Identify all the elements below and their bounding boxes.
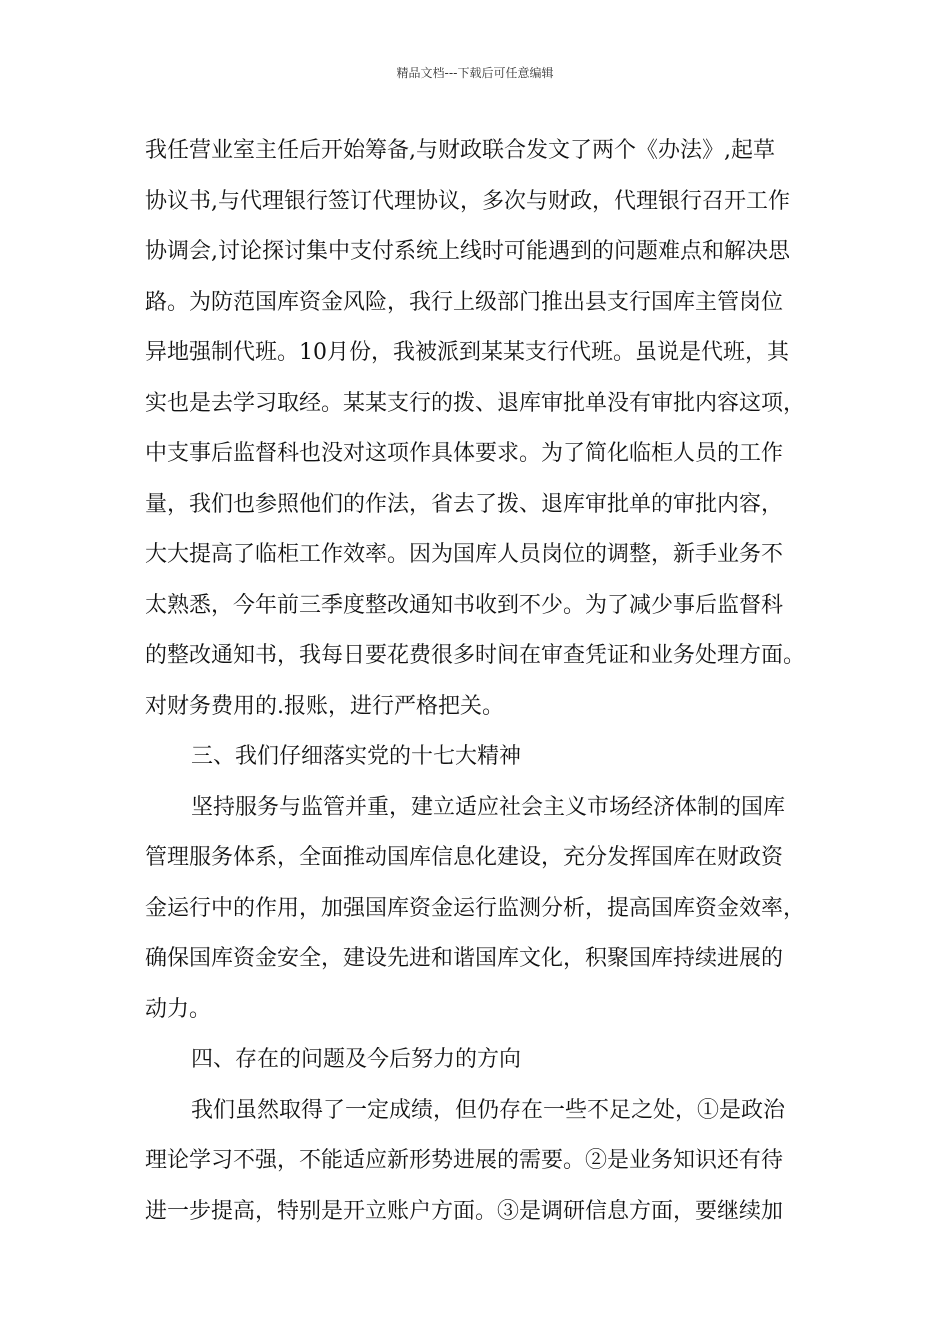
text-line: 路。为防范国库资金风险，我行上级部门推出县支行国库主管岗位 xyxy=(145,289,784,315)
section-heading: 四、存在的问题及今后努力的方向 xyxy=(191,1047,522,1072)
page-header: 精品文档---下载后可任意编辑 xyxy=(396,66,554,80)
text-line: 动力。 xyxy=(145,996,212,1022)
text-line: 实也是去学习取经。某某支行的拨、退库审批单没有审批内容这项， xyxy=(145,390,806,416)
text-line: 理论学习不强，不能适应新形势进展的需要。②是业务知识还有待 xyxy=(145,1148,784,1173)
section-heading: 三、我们仔细落实党的十七大精神 xyxy=(191,744,522,769)
text-line: 确保国库资金安全，建设先进和谐国库文化，积聚国库持续进展的 xyxy=(145,946,784,971)
text-line: 协调会,讨论探讨集中支付系统上线时可能遇到的问题难点和解决思 xyxy=(145,239,790,264)
text-line: 大大提高了临柜工作效率。因为国库人员岗位的调整，新手业务不 xyxy=(145,542,784,567)
text-line: 我任营业室主任后开始筹备,与财政联合发文了两个《办法》,起草 xyxy=(145,138,775,163)
text-line: 金运行中的作用，加强国库资金运行监测分析，提高国库资金效率， xyxy=(145,895,806,921)
text-line: 量，我们也参照他们的作法，省去了拨、退库审批单的审批内容， xyxy=(145,491,784,517)
text-line: 中支事后监督科也没对这项作具体要求。为了简化临柜人员的工作 xyxy=(145,441,784,466)
text-line: 对财务费用的.报账，进行严格把关。 xyxy=(145,693,504,719)
text-line: 进一步提高，特别是开立账户方面。③是调研信息方面，要继续加 xyxy=(145,1198,784,1224)
text-line: 的整改通知书，我每日要花费很多时间在审查凭证和业务处理方面。 xyxy=(145,643,806,668)
text-line: 太熟悉，今年前三季度整改通知书收到不少。为了减少事后监督科 xyxy=(145,592,784,618)
document-body xyxy=(145,126,820,1237)
text-line: 协议书,与代理银行签订代理协议，多次与财政，代理银行召开工作 xyxy=(145,188,790,214)
text-line: 管理服务体系，全面推动国库信息化建设，充分发挥国库在财政资 xyxy=(145,845,784,870)
text-line: 坚持服务与监管并重，建立适应社会主义市场经济体制的国库 xyxy=(191,794,786,820)
text-line: 异地强制代班。10月份，我被派到某某支行代班。虽说是代班，其 xyxy=(145,340,789,365)
text-line: 我们虽然取得了一定成绩，但仍存在一些不足之处，①是政治 xyxy=(191,1097,786,1123)
